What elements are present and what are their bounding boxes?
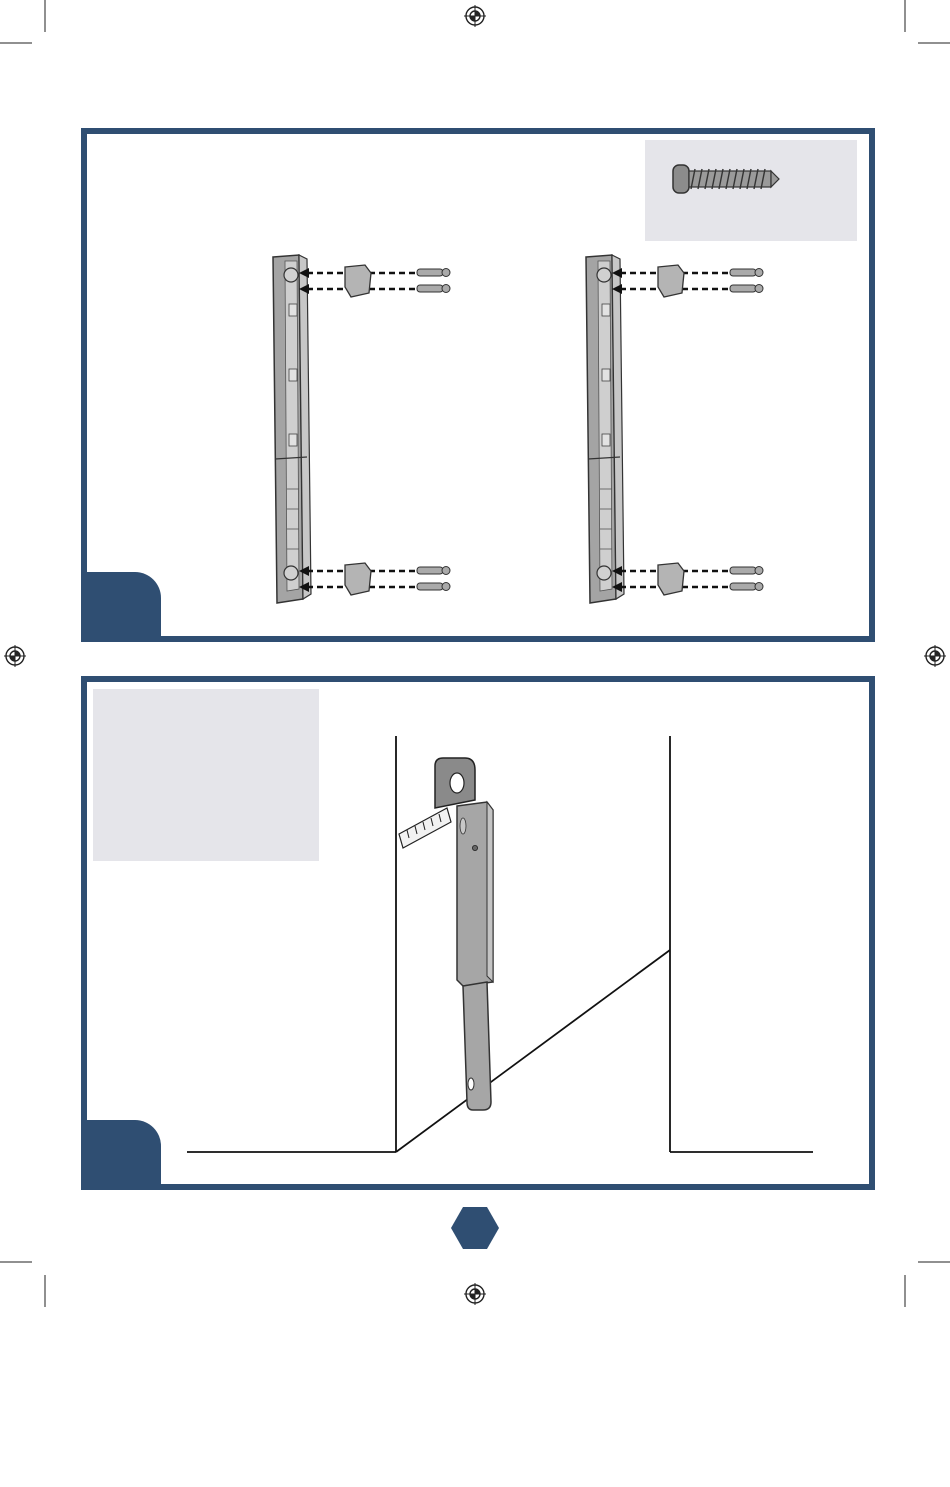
rail-with-brackets-icon-left <box>267 249 467 609</box>
screw-icon <box>671 162 781 196</box>
registration-mark-left <box>4 645 26 667</box>
rail-measurement-icon <box>87 682 869 1184</box>
registration-mark-bottom <box>464 1283 486 1305</box>
hexagon-icon <box>451 1207 499 1249</box>
rail-with-brackets-icon-right <box>580 249 780 609</box>
registration-mark-top <box>464 5 486 27</box>
rail-icon <box>457 802 493 1110</box>
step-panel-2 <box>81 676 875 1190</box>
hardware-callout <box>645 140 857 241</box>
step-number-tab <box>81 572 161 642</box>
step-panel-1 <box>81 128 875 642</box>
registration-mark-right <box>924 645 946 667</box>
